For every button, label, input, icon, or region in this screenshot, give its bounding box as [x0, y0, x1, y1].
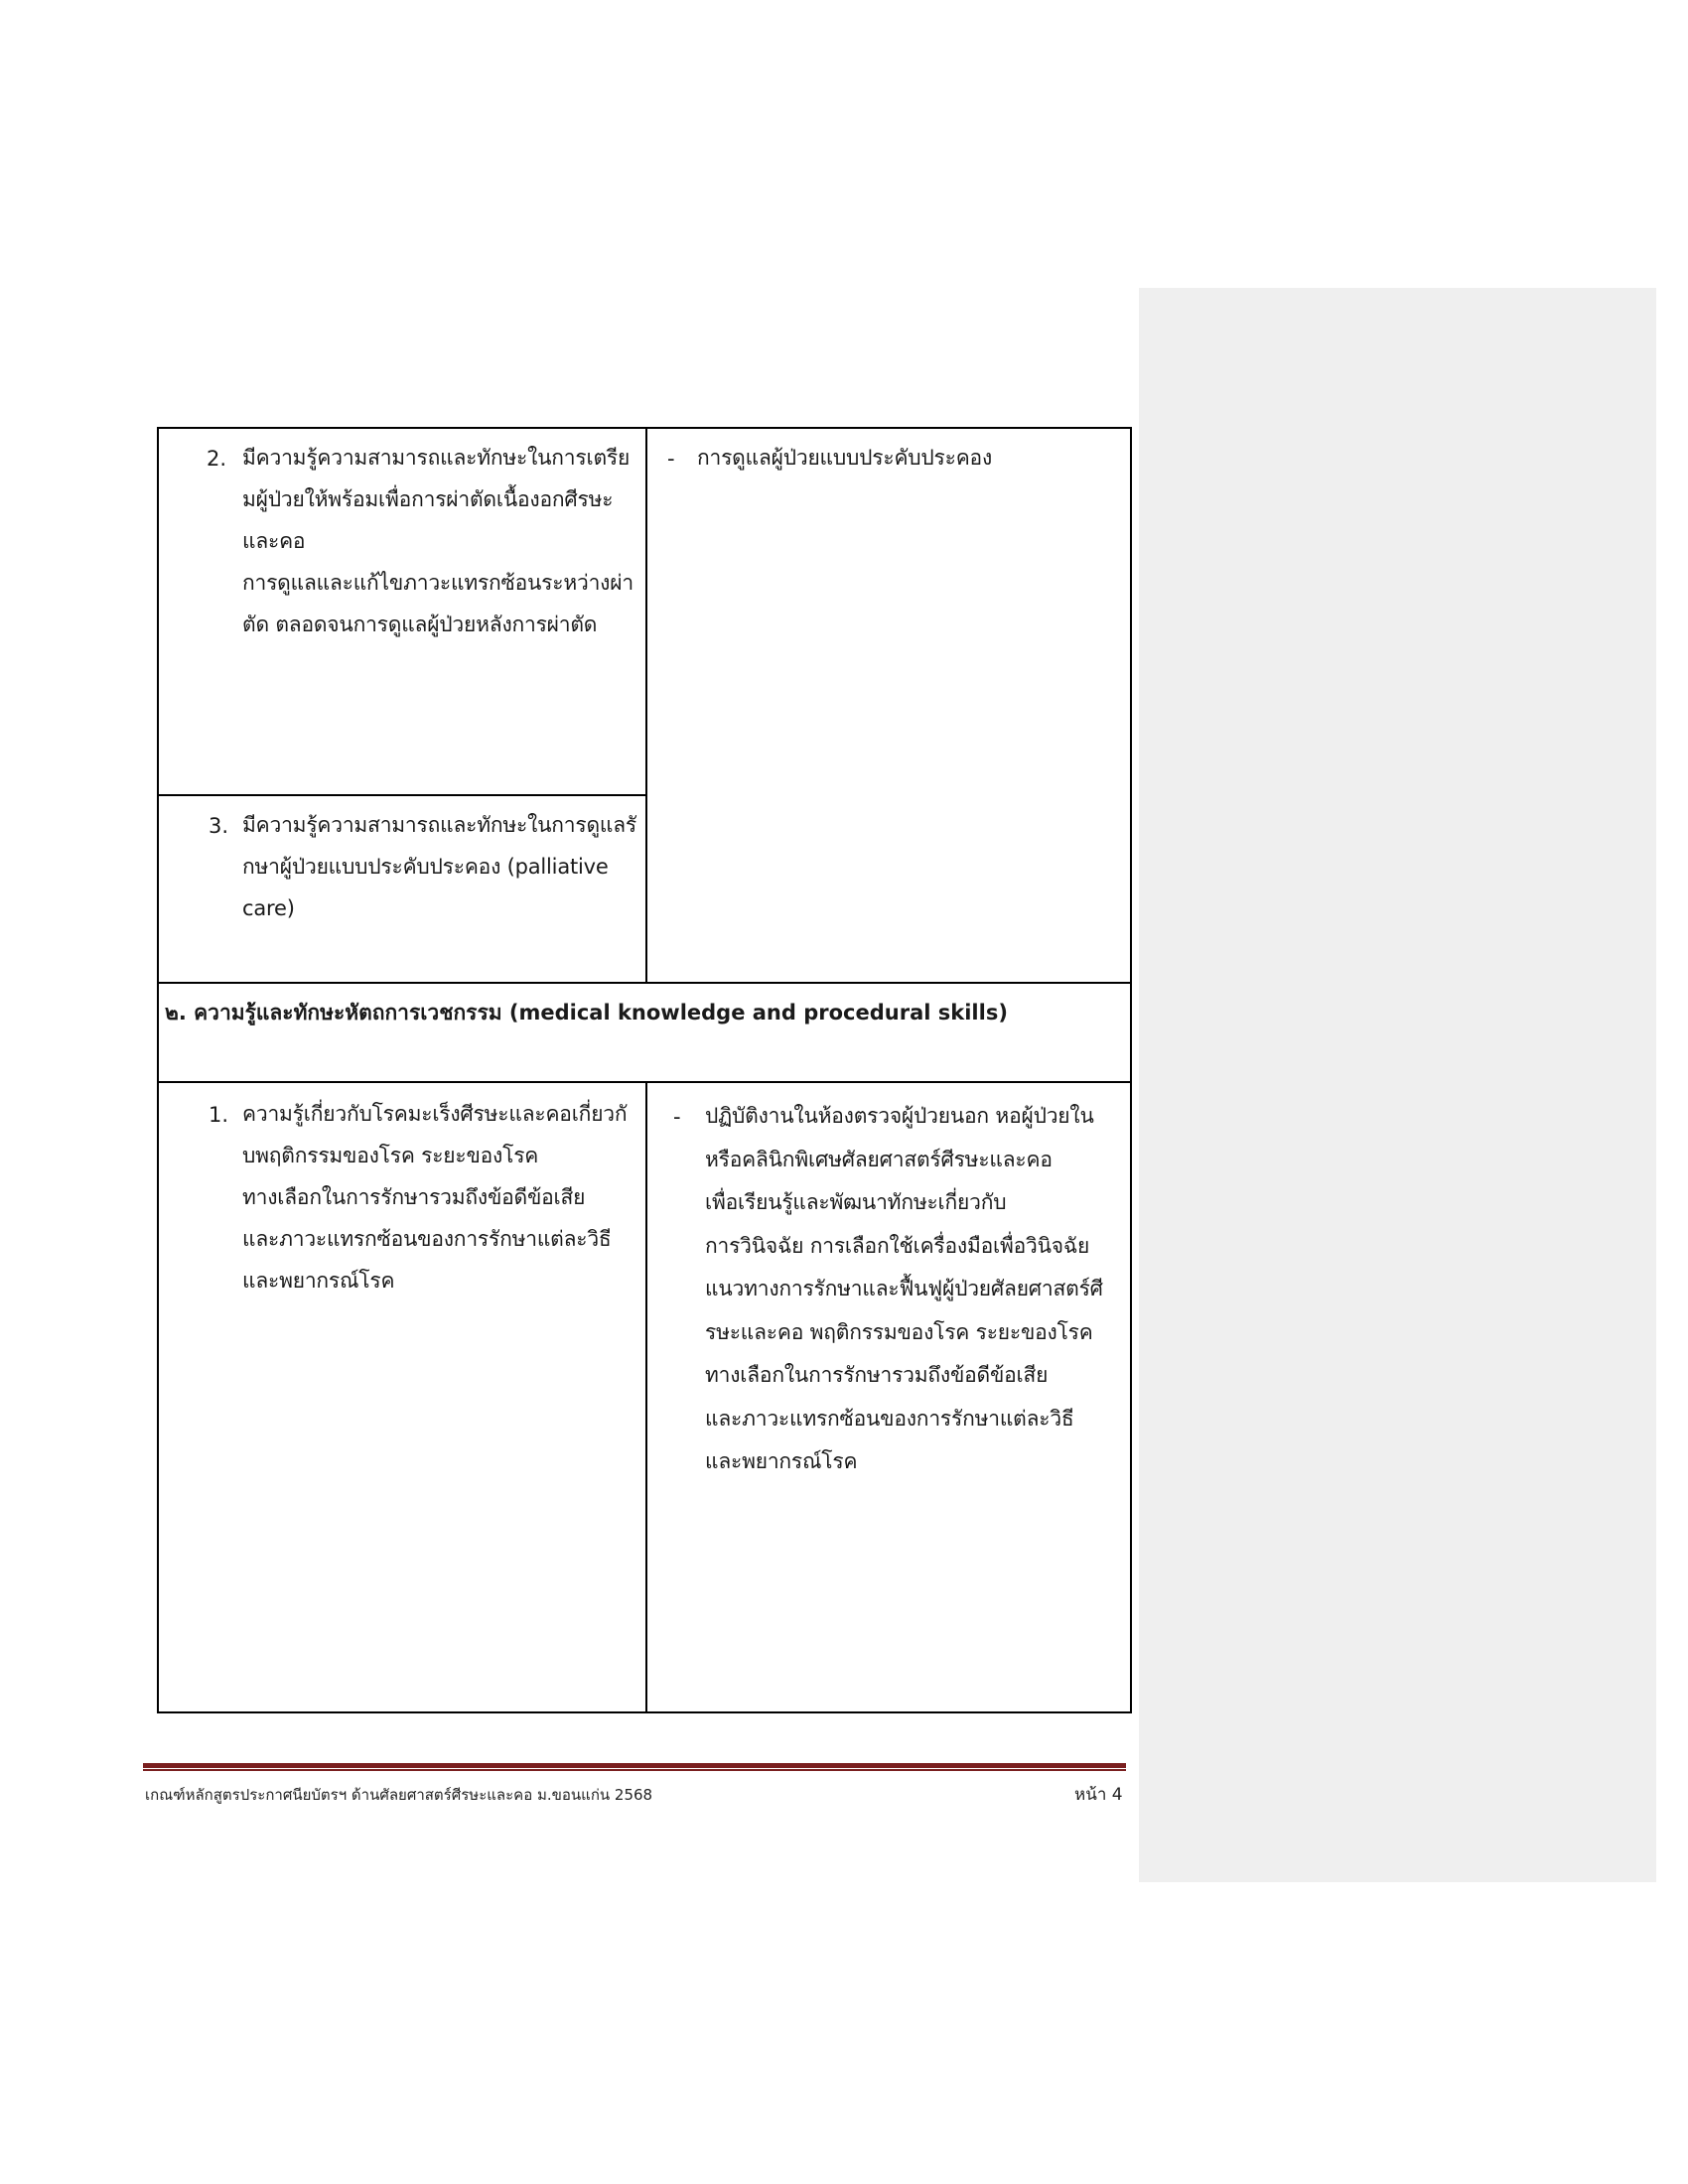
activity-cell-top: [647, 429, 1132, 982]
table-row-item-2: [159, 429, 645, 794]
footer-rule: [143, 1763, 1126, 1768]
text-line: ทางเลือกในการรักษารวมถึงข้อดีข้อเสีย: [705, 1363, 1049, 1387]
text-line: หรือคลินิกพิเศษศัลยศาสตร์ศีรษะและคอ: [705, 1147, 1053, 1171]
activity-text: [705, 1095, 1103, 1484]
text-line: และคอ: [242, 529, 306, 553]
text-line: มผู้ป่วยให้พร้อมเพื่อการผ่าตัดเนื้องอกศีรษะ: [242, 487, 614, 511]
text-line: ตัด ตลอดจนการดูแลผู้ป่วยหลังการผ่าตัด: [242, 613, 598, 636]
text-line: และภาวะแทรกซ้อนของการรักษาแต่ละวิธี: [705, 1406, 1074, 1431]
item-text: [242, 804, 636, 929]
footer-title: เกณฑ์หลักสูตรประกาศนียบัตรฯ ด้านศัลยศาสตร์ศีรษะและคอ ม.ขอนแก่น 2568: [145, 1786, 653, 1804]
section-heading: ๒. ความรู้และทักษะหัตถการเวชกรรม (medical knowledge and procedural skills): [165, 1001, 1008, 1024]
text-line: การดูแลและแก้ไขภาวะแทรกซ้อนระหว่างผ่า: [242, 571, 633, 595]
bullet-dash: -: [673, 1105, 681, 1129]
activity-text: การดูแลผู้ป่วยแบบประคับประคอง: [697, 446, 993, 470]
text-line: รษะและคอ พฤติกรรมของโรค ระยะของโรค: [705, 1319, 1093, 1344]
item-text: [242, 437, 633, 645]
item-number: 1.: [209, 1103, 229, 1127]
table-row-item-1: [159, 1083, 645, 1713]
text-line: และพยากรณ์โรค: [242, 1269, 395, 1293]
footer-rule-thin: [143, 1769, 1126, 1771]
text-line: มีความรู้ความสามารถและทักษะในการดูแลรั: [242, 813, 636, 837]
text-line: บพฤติกรรมของโรค ระยะของโรค: [242, 1144, 539, 1167]
competency-table: [157, 427, 1132, 1713]
activity-cell-bottom: [647, 1083, 1132, 1713]
text-line: แนวทางการรักษาและฟื้นฟูผู้ป่วยศัลยศาสตร์ศี: [705, 1277, 1103, 1300]
text-line: มีความรู้ความสามารถและทักษะในการเตรีย: [242, 446, 631, 470]
text-line: ปฏิบัติงานในห้องตรวจผู้ป่วยนอก หอผู้ป่วยใน: [705, 1104, 1094, 1128]
text-line: และภาวะแทรกซ้อนของการรักษาแต่ละวิธี: [242, 1227, 612, 1251]
item-text: [242, 1093, 627, 1301]
bullet-dash: -: [667, 447, 675, 471]
item-number: 3.: [209, 814, 229, 838]
text-line: ความรู้เกี่ยวกับโรคมะเร็งศีรษะและคอเกี่ยวกั: [242, 1102, 628, 1126]
text-line: care): [242, 896, 295, 920]
text-line: กษาผู้ป่วยแบบประคับประคอง (palliative: [242, 855, 609, 879]
text-line: การวินิจฉัย การเลือกใช้เครื่องมือเพื่อวินิจฉัย: [705, 1233, 1090, 1258]
comment-pane: [1139, 288, 1656, 1882]
table-row-item-3: [159, 796, 645, 982]
row-divider-2: [159, 982, 1132, 984]
text-line: และพยากรณ์โรค: [705, 1449, 858, 1473]
text-line: เพื่อเรียนรู้และพัฒนาทักษะเกี่ยวกับ: [705, 1190, 1007, 1214]
page-number: หน้า 4: [1074, 1785, 1123, 1805]
text-line: ทางเลือกในการรักษารวมถึงข้อดีข้อเสีย: [242, 1185, 586, 1209]
item-number: 2.: [207, 447, 227, 471]
